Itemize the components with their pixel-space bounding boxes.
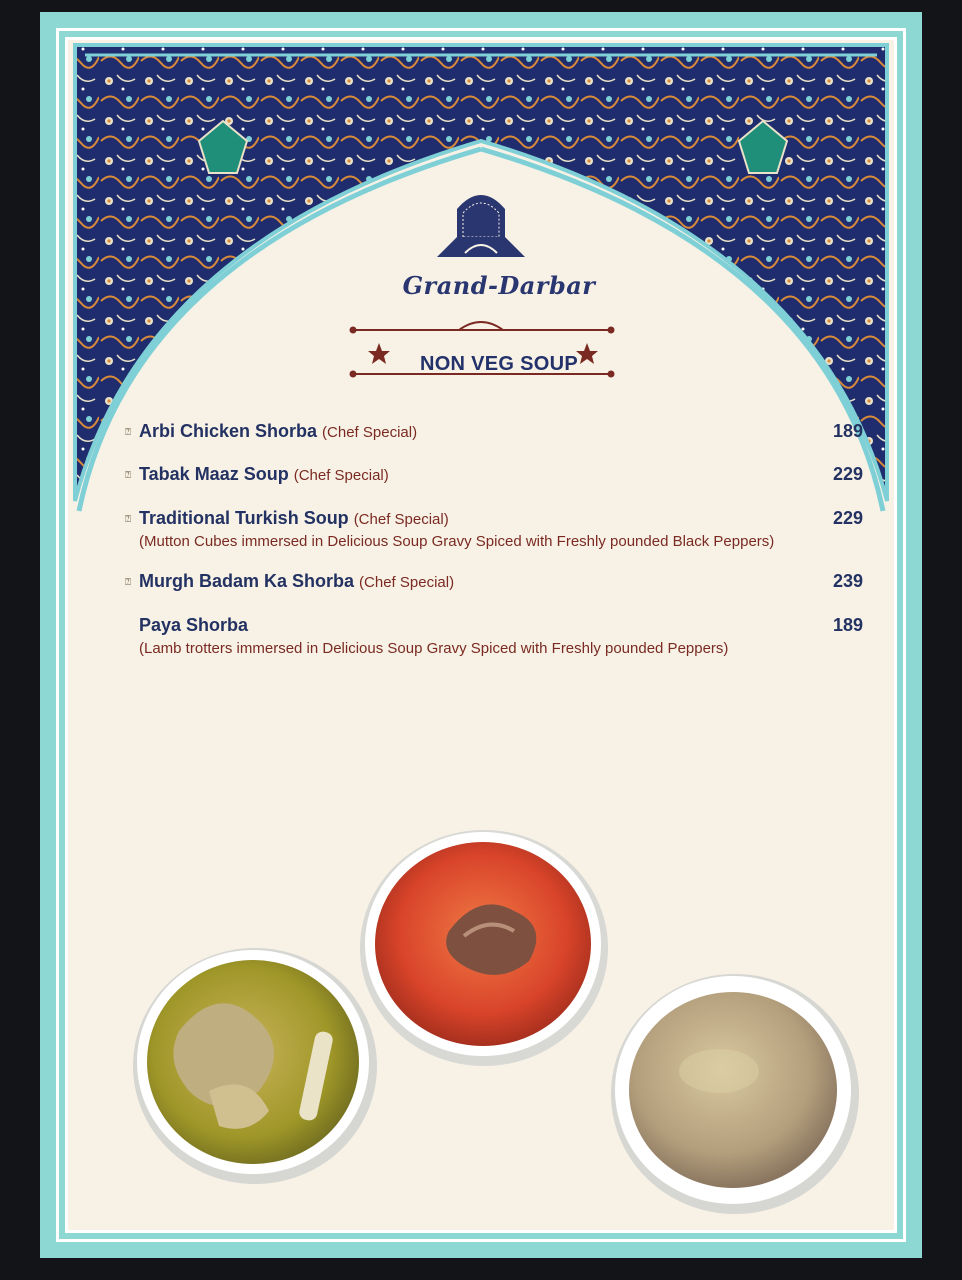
item-marker-icon: ⍰	[125, 470, 131, 481]
green-soup-bowl-image	[133, 948, 377, 1184]
item-marker-icon: ⍰	[125, 427, 131, 438]
item-description: (Mutton Cubes immersed in Delicious Soup Gravy Spiced with Freshly pounded Black Peppers)	[139, 533, 775, 550]
item-price: 239	[832, 571, 863, 591]
item-price: 189	[832, 615, 863, 635]
menu-frame	[56, 28, 906, 1242]
food-photos	[59, 31, 903, 1239]
brand-name: Grand-Darbar	[402, 271, 596, 300]
item-name: Arbi Chicken Shorba	[139, 421, 318, 441]
item-name: Tabak Maaz Soup	[139, 464, 289, 484]
item-note: (Chef Special)	[322, 424, 418, 441]
item-marker-icon: ⍰	[125, 577, 131, 588]
item-note: (Chef Special)	[359, 574, 455, 591]
item-price: 189	[832, 421, 863, 441]
section-title: NON VEG SOUP	[419, 353, 579, 375]
red-soup-bowl-image	[360, 830, 608, 1066]
item-note: (Chef Special)	[293, 467, 389, 484]
menu-page	[40, 12, 922, 1258]
item-note: (Chef Special)	[353, 511, 449, 528]
item-name: Paya Shorba	[139, 615, 249, 635]
item-name: Murgh Badam Ka Shorba	[139, 571, 355, 591]
item-marker-icon: ⍰	[125, 514, 131, 525]
clear-soup-bowl-image	[611, 974, 859, 1214]
item-price: 229	[832, 508, 863, 528]
item-name: Traditional Turkish Soup	[139, 508, 349, 528]
item-description: (Lamb trotters immersed in Delicious Soup Gravy Spiced with Freshly pounded Peppers)	[139, 640, 729, 657]
item-price: 229	[832, 464, 863, 484]
